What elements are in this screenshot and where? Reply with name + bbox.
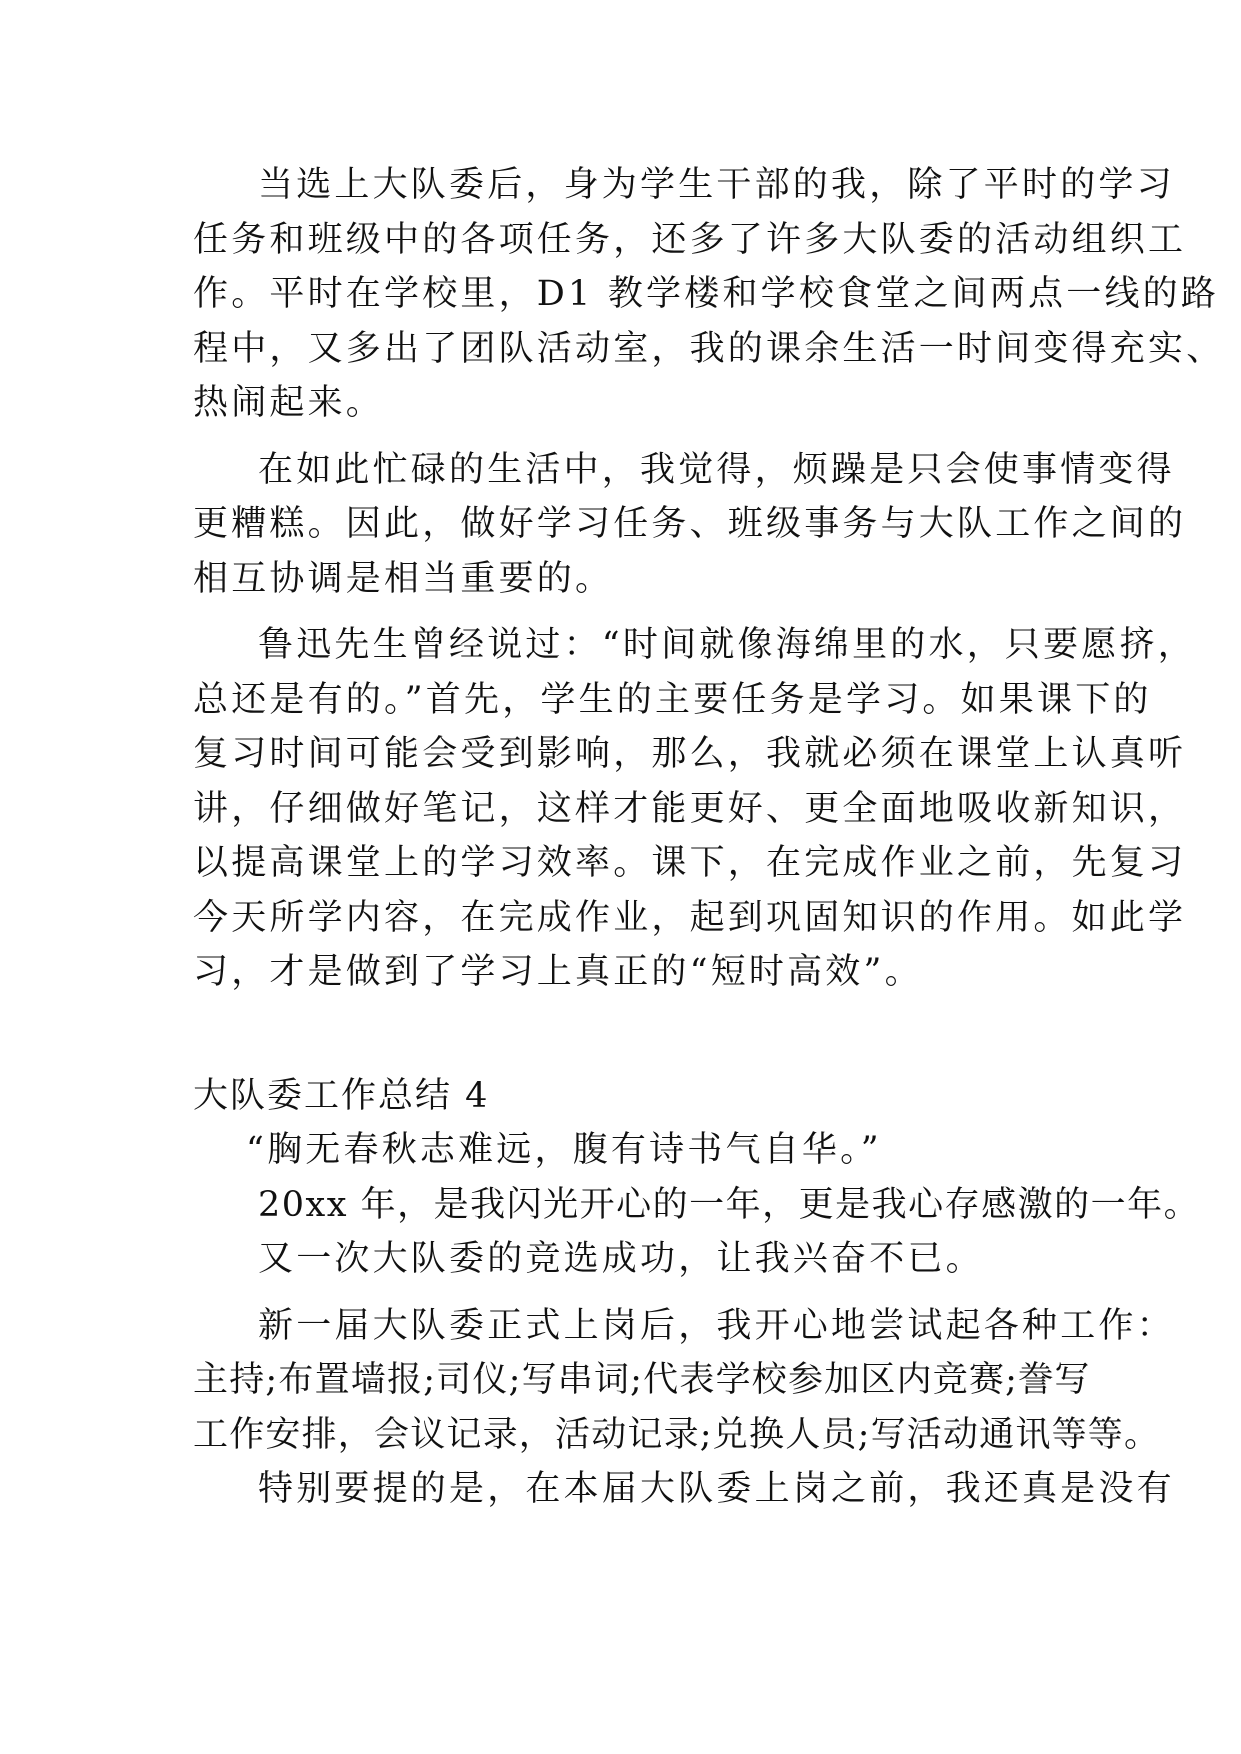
paragraph-line: 工作安排，会议记录，活动记录;兑换人员;写活动通讯等等。 — [193, 1415, 1161, 1455]
paragraph-line: 任务和班级中的各项任务，还多了许多大队委的活动组织工 — [193, 220, 1187, 260]
paragraph-line: 特别要提的是，在本届大队委上岗之前，我还真是没有 — [258, 1469, 1175, 1509]
paragraph-line: 新一届大队委正式上岗后，我开心地尝试起各种工作： — [258, 1306, 1175, 1346]
paragraph-line: 讲，仔细做好笔记，这样才能更好、更全面地吸收新知识， — [193, 789, 1187, 829]
paragraph-line: 总还是有的。”首先，学生的主要任务是学习。如果课下的 — [193, 680, 1152, 720]
paragraph-line: 当选上大队委后，身为学生干部的我，除了平时的学习 — [258, 165, 1175, 205]
paragraph-line: 复习时间可能会受到影响，那么，我就必须在课堂上认真听 — [193, 734, 1187, 774]
paragraph-line: 以提高课堂上的学习效率。课下，在完成作业之前，先复习 — [193, 843, 1187, 883]
paragraph-line: 鲁迅先生曾经说过：“时间就像海绵里的水，只要愿挤， — [258, 625, 1196, 665]
quote-line: “胸无春秋志难远，腹有诗书气自华。” — [246, 1130, 882, 1170]
section-heading: 大队委工作总结 4 — [193, 1076, 490, 1116]
paragraph-line: 主持;布置墙报;司仪;写串词;代表学校参加区内竞赛;誊写 — [193, 1360, 1091, 1400]
paragraph-line: 程中，又多出了团队活动室，我的课余生活一时间变得充实、 — [193, 329, 1225, 369]
paragraph-line: 相互协调是相当重要的。 — [193, 559, 614, 599]
paragraph-line: 又一次大队委的竞选成功，让我兴奋不已。 — [258, 1239, 984, 1279]
paragraph-line: 20xx 年，是我闪光开心的一年，更是我心存感激的一年。 — [258, 1185, 1201, 1225]
paragraph-line: 热闹起来。 — [193, 383, 385, 423]
paragraph-line: 习，才是做到了学习上真正的“短时高效”。 — [193, 952, 923, 992]
paragraph-line: 今天所学内容，在完成作业，起到巩固知识的作用。如此学 — [193, 898, 1187, 938]
paragraph-line: 在如此忙碌的生活中，我觉得，烦躁是只会使事情变得 — [258, 450, 1175, 490]
paragraph-line: 更糟糕。因此，做好学习任务、班级事务与大队工作之间的 — [193, 504, 1187, 544]
paragraph-line: 作。平时在学校里，D1 教学楼和学校食堂之间两点一线的路 — [193, 274, 1220, 314]
